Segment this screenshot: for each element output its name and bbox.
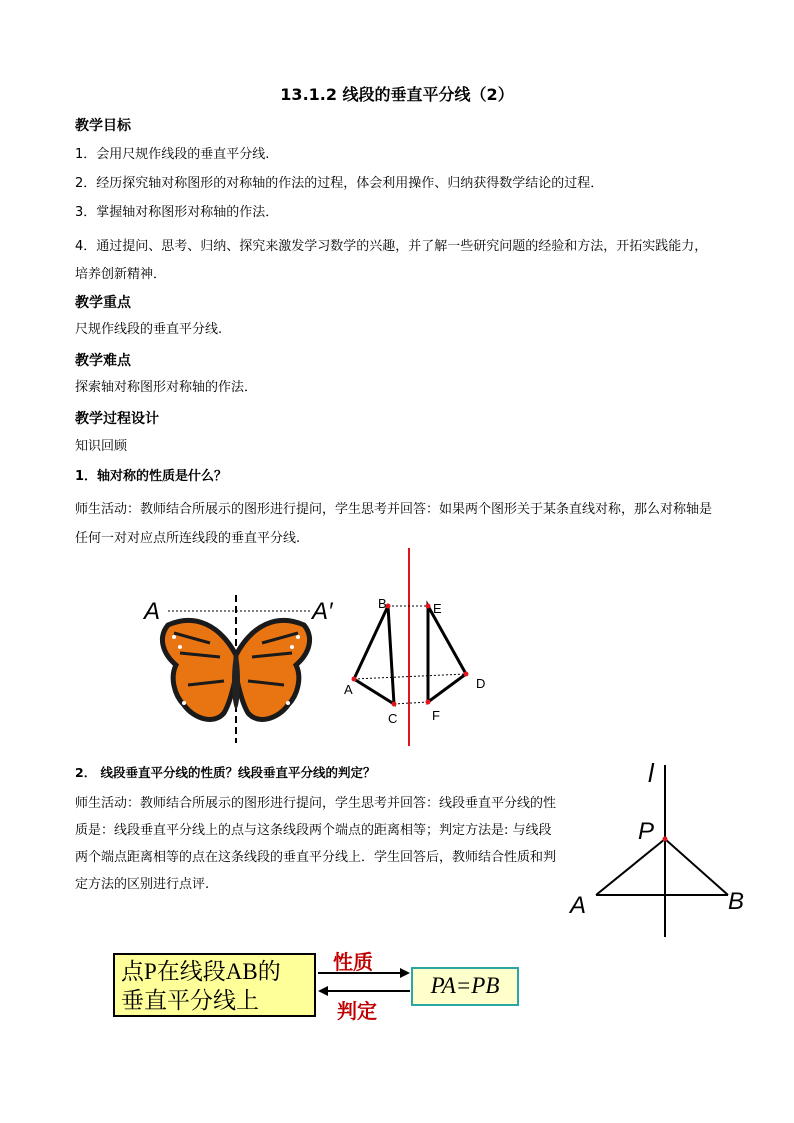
- butterfly-figure: [140, 585, 350, 745]
- point-p: [663, 837, 668, 842]
- triangle-abc: [354, 606, 394, 704]
- segment-pa: [596, 839, 665, 895]
- goal-4: 4．通过提问、思考、归纳、探究来激发学习数学的兴趣，并了解一些研究问题的经验和方法，开拓实践能力，培养创新精神．: [75, 239, 708, 282]
- label-b: B: [378, 596, 387, 611]
- process-heading: 教学过程设计: [75, 411, 159, 427]
- difficult-text: 探索轴对称图形对称轴的作法．: [75, 380, 258, 395]
- label-a-vertex: A: [344, 682, 353, 697]
- result-box: PA=PB: [411, 967, 519, 1006]
- review-heading: 知识回顾: [75, 439, 128, 454]
- label-f: F: [432, 708, 440, 723]
- key-text: 尺规作线段的垂直平分线.: [75, 322, 223, 337]
- triangle-def: [428, 606, 466, 702]
- label-b-point: B: [728, 888, 745, 915]
- condition-line-1: 点P在线段AB的: [121, 959, 281, 984]
- label-d: D: [476, 676, 486, 691]
- answer-2: 师生活动：教师结合所展示的图形进行提问，学生思考并回答：线段垂直平分线的性质是：线段垂直平分线上的点与这条线段两个端点的距离相等；判定方法是: 与线段两个端点距离相等的点在这条线段的垂直平分线上．学生回答后，教师结合性质和判定方法的区别进行点评.: [75, 796, 557, 892]
- condition-line-2: 垂直平分线上: [121, 988, 259, 1013]
- goal-2: 2．经历探究轴对称图形的对称轴的作法的过程，体会利用操作、归纳获得数学结论的过程．: [75, 176, 604, 191]
- property-label: 性质: [333, 950, 373, 974]
- triangles-figure: [340, 548, 500, 748]
- butterfly-icon: [162, 620, 309, 719]
- label-l: l: [648, 758, 654, 788]
- label-a-point: A: [570, 892, 587, 919]
- condition-box: [113, 953, 316, 1017]
- difficult-heading: 教学难点: [75, 353, 131, 369]
- question-1: 1．轴对称的性质是什么？: [75, 469, 228, 484]
- segment-pb: [665, 839, 728, 895]
- goals-heading: 教学目标: [75, 118, 131, 134]
- label-p: P: [638, 818, 655, 845]
- question-2: 2． 线段垂直平分线的性质？线段垂直平分线的判定？: [75, 765, 376, 780]
- criterion-label: 判定: [337, 999, 377, 1023]
- goal-3: 3．掌握轴对称图形对称轴的作法．: [75, 205, 279, 220]
- answer-1: 师生活动：教师结合所展示的图形进行提问，学生思考并回答：如果两个图形关于某条直线对称，那么对称轴是任何一对对应点所连线段的垂直平分线.: [75, 502, 713, 546]
- right-arrow-icon: [400, 968, 410, 978]
- label-a: A: [144, 598, 161, 625]
- goal-1: 1．会用尺规作线段的垂直平分线.: [75, 147, 270, 162]
- label-c: C: [388, 711, 398, 726]
- left-arrow-icon: [318, 986, 328, 996]
- page-title: 13.1.2 线段的垂直平分线（2）: [280, 85, 514, 104]
- key-heading: 教学重点: [75, 295, 131, 311]
- label-e: E: [433, 601, 442, 616]
- perpendicular-bisector-figure: [568, 755, 758, 940]
- label-a-prime: A′: [312, 598, 333, 625]
